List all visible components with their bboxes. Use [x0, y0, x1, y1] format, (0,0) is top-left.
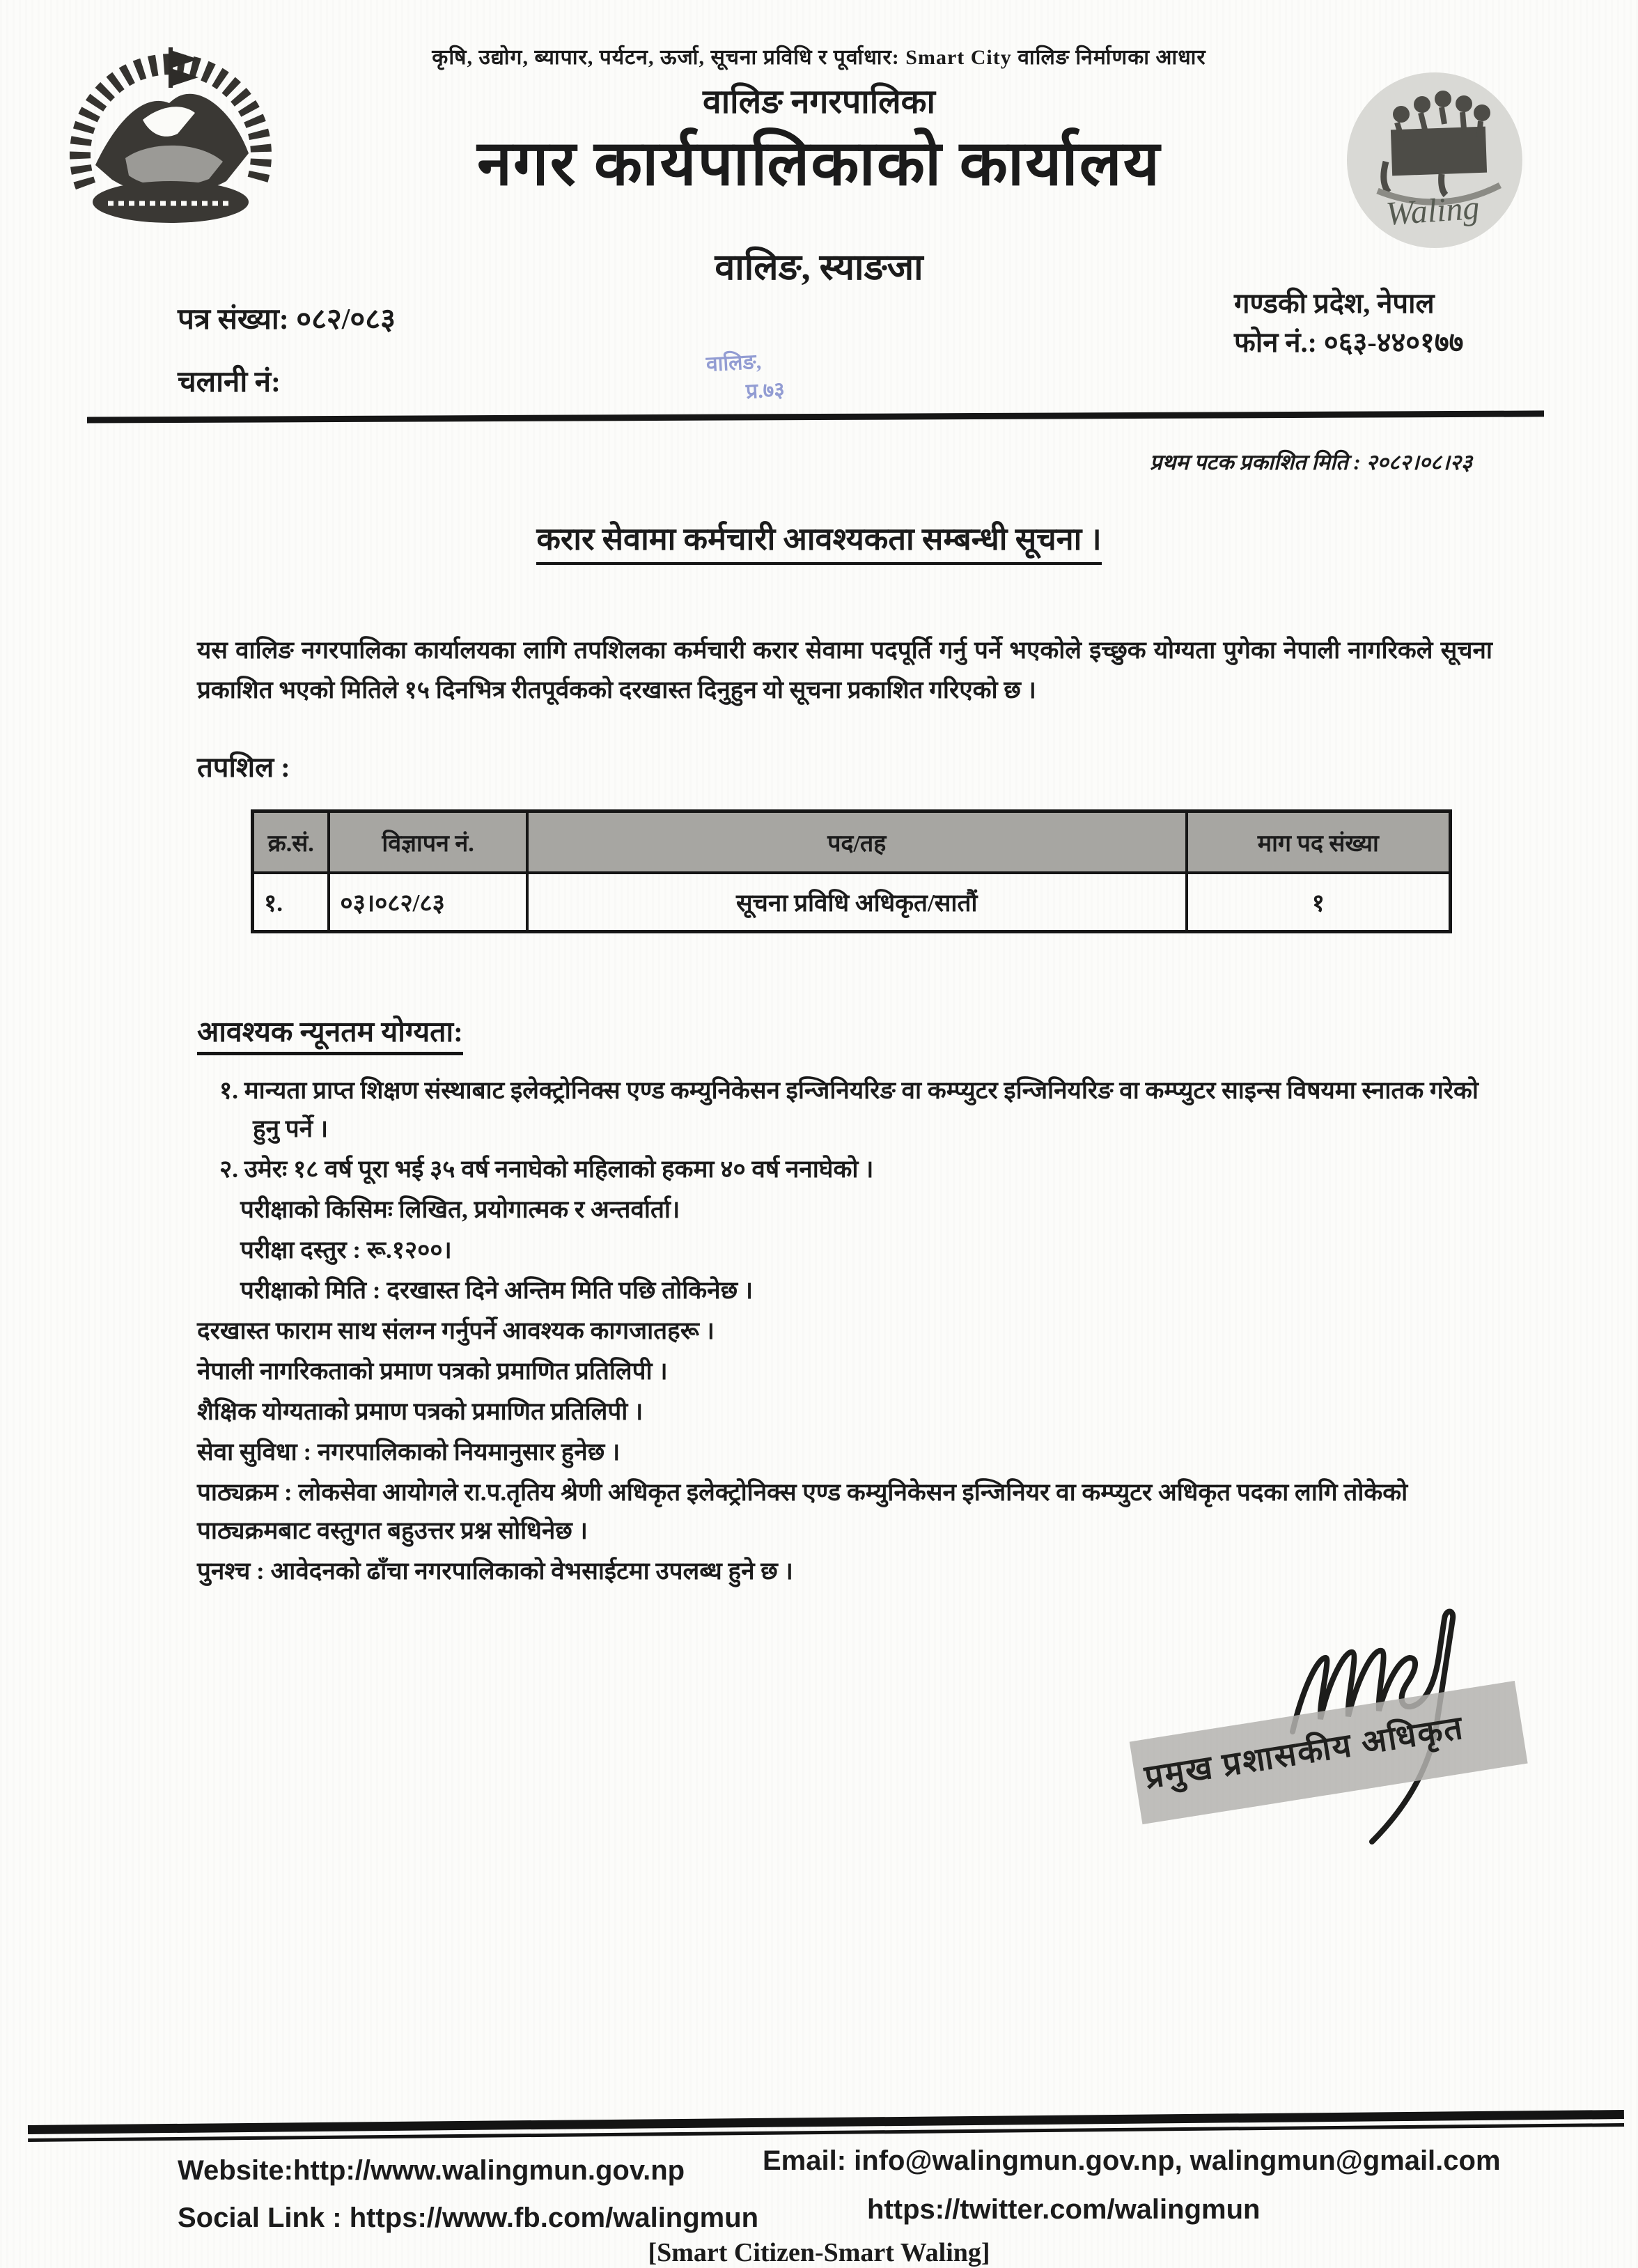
- letter-number: पत्र संख्या: ०८२/०८३: [178, 304, 396, 336]
- list-item: पाठ्यक्रम : लोकसेवा आयोगले रा.प.तृतिय श्रेणी अधिकृत इलेक्ट्रोनिक्स एण्ड कम्युनिकेसन इन्जिनियर वा कम्प्युटर अधिकृत पदका लागि तोकेको पाठ्यक्रमबाट वस्तुगत बहुउत्तर प्रश्न सोधिनेछ ।: [197, 1479, 1408, 1544]
- vacancy-table: [251, 809, 1452, 933]
- faded-ink-stamp: [705, 346, 786, 409]
- table-row: [253, 873, 1451, 932]
- list-item: परीक्षा दस्तुर : रू.१२००।: [240, 1236, 452, 1264]
- office-address: वालिङ, स्याङजा: [715, 248, 923, 288]
- list-item: परीक्षाको किसिमः लिखित, प्रयोगात्मक र अन्तर्वार्ता।: [240, 1196, 680, 1223]
- header-slogan: कृषि, उद्योग, ब्यापार, पर्यटन, ऊर्जा, सूचना प्रविधि र पूर्वाधार: Smart City वालिङ निर्माणका आधार: [432, 46, 1206, 69]
- list-item: १. मान्यता प्राप्त शिक्षण संस्थाबाट इलेक्ट्रोनिक्स एण्ड कम्युनिकेसन इन्जिनियरिङ वा कम्प्युटर इन्जिनियरिङ वा कम्प्युटर साइन्स विषयमा स्नातक गरेको हुनु पर्ने ।: [219, 1077, 1479, 1142]
- notice-title: [0, 517, 1638, 559]
- municipality-name: वालिङ नगरपालिका: [703, 84, 935, 121]
- cell-count: १: [1187, 873, 1451, 932]
- col-header-count: माग पद संख्या: [1187, 811, 1451, 873]
- details-label: तपशिल :: [197, 752, 290, 783]
- published-date-line: प्रथम पटक प्रकाशित मिति : २०८२।०८।२३: [1149, 450, 1472, 474]
- dispatch-number: चलानी नं:: [178, 366, 281, 398]
- stamp-fragment-line: प्र.७३: [745, 378, 786, 403]
- notice-intro-paragraph: यस वालिङ नगरपालिका कार्यालयका लागि तपशिलका कर्मचारी करार सेवामा पदपूर्ति गर्नु पर्ने भएकोले इच्छुक योग्यता पुगेका नेपाली नागरिकले सूचना प्रकाशित भएको मितिले १५ दिनभित्र रीतपूर्वकको दरखास्त दिनुहुन यो सूचना प्रकाशित गरिएको छ ।: [197, 637, 1492, 704]
- list-item: नेपाली नागरिकताको प्रमाण पत्रको प्रमाणित प्रतिलिपी ।: [197, 1358, 668, 1385]
- header-divider-line: [87, 410, 1544, 423]
- office-title: नगर कार्यपालिकाको कार्यालय: [477, 130, 1161, 199]
- col-header-sn: क्र.सं.: [253, 811, 329, 873]
- stamp-fragment-line: वालिङ,: [705, 350, 762, 376]
- footer-facebook-link: Social Link : https://www.fb.com/walingmun: [178, 2203, 759, 2233]
- qualifications-heading-text: आवश्यक न्यूनतम योग्यता:: [197, 1016, 463, 1055]
- list-item: दरखास्त फाराम साथ संलग्न गर्नुपर्ने आवश्यक कागजातहरू ।: [197, 1317, 715, 1344]
- notice-title-text: करार सेवामा कर्मचारी आवश्यकता सम्बन्धी सूचना ।: [536, 522, 1101, 565]
- svg-text:Waling: Waling: [1384, 189, 1481, 233]
- qualifications-heading: [197, 1011, 463, 1050]
- cell-position: सूचना प्रविधि अधिकृत/सातौं: [527, 873, 1187, 932]
- footer-tagline: [Smart Citizen-Smart Waling]: [648, 2238, 990, 2267]
- qualification-list: [197, 1071, 1496, 1592]
- footer-divider-line: [28, 2110, 1624, 2142]
- col-header-advert-no: विज्ञापन नं.: [329, 811, 526, 873]
- footer-email-link: Email: info@walingmun.gov.np, walingmun@gmail.com: [763, 2145, 1501, 2176]
- stamp-designation-text: प्रमुख प्रशासकीय अधिकृत: [1142, 1709, 1467, 1796]
- cell-sn: १.: [253, 873, 329, 932]
- footer-website-link: Website:http://www.walingmun.gov.np: [178, 2155, 685, 2186]
- list-item: पुनश्च : आवेदनको ढाँचा नगरपालिकाको वेभसाईटमा उपलब्ध हुने छ ।: [197, 1558, 793, 1585]
- phone-line: फोन नं.: ०६३-४४०१७७: [1234, 327, 1464, 358]
- footer-twitter-link: https://twitter.com/walingmun: [867, 2194, 1261, 2225]
- col-header-position: पद/तह: [527, 811, 1187, 873]
- vacancy-table-header-row: [253, 811, 1451, 873]
- list-item: सेवा सुविधा : नगरपालिकाको नियमानुसार हुनेछ ।: [197, 1438, 621, 1466]
- list-item: शैक्षिक योग्यताको प्रमाण पत्रको प्रमाणित प्रतिलिपी ।: [197, 1398, 644, 1425]
- province-line: गण्डकी प्रदेश, नेपाल: [1234, 288, 1435, 319]
- cell-advert-no: ०३।०८२/८३: [329, 873, 526, 932]
- list-item: २. उमेरः १८ वर्ष पूरा भई ३५ वर्ष ननाघेको महिलाको हकमा ४० वर्ष ननाघेको ।: [219, 1156, 874, 1183]
- list-item: परीक्षाको मिति : दरखास्त दिने अन्तिम मिति पछि तोकिनेछ ।: [240, 1277, 754, 1304]
